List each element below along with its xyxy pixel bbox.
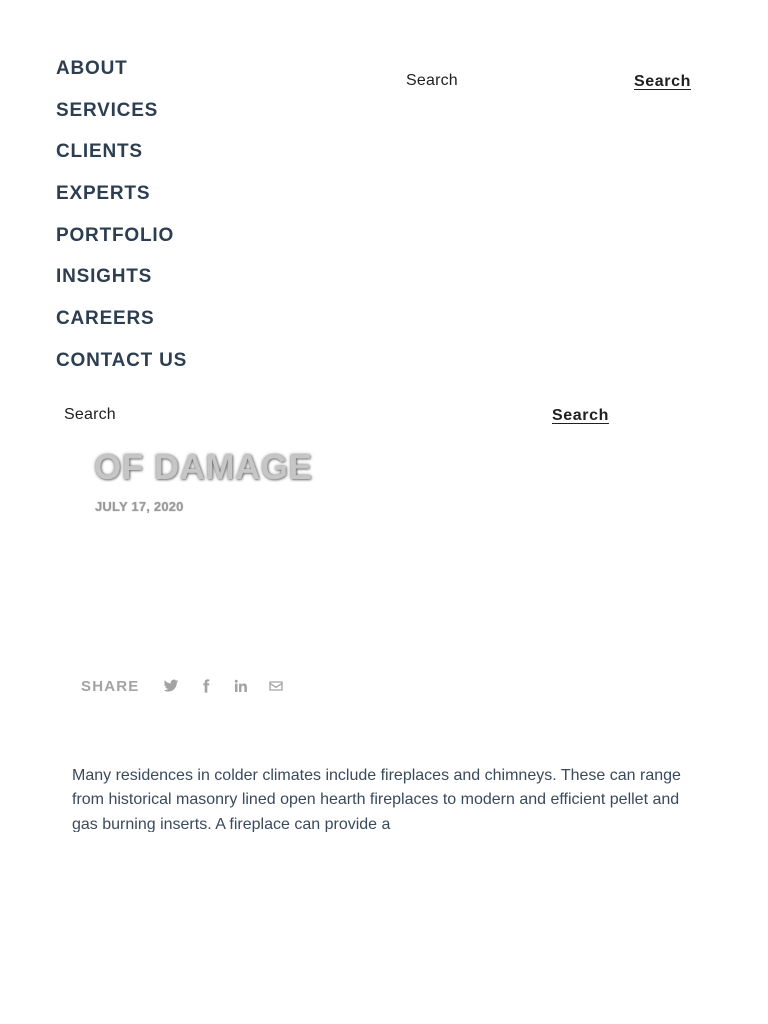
- article-body: Many residences in colder climates include fireplaces and chimneys. These can range from historical masonry lined open hearth fireplaces to modern and efficient pellet and gas burning inserts. A fireplace can provide a: [72, 767, 681, 832]
- share-bar: [81, 674, 302, 698]
- article-date: JULY 17, 2020: [95, 499, 184, 514]
- nav-item-experts[interactable]: EXPERTS: [56, 183, 151, 205]
- nav-item-careers[interactable]: CAREERS: [56, 308, 155, 330]
- article-title: OF DAMAGE: [94, 448, 313, 487]
- main-nav: [56, 52, 187, 386]
- header-search-input[interactable]: Search: [406, 72, 458, 89]
- menu-search-button[interactable]: Search: [552, 407, 609, 424]
- nav-item-services[interactable]: SERVICES: [56, 99, 159, 121]
- header-search-button[interactable]: Search: [634, 73, 691, 90]
- nav-item-contact-us[interactable]: CONTACT US: [56, 349, 188, 371]
- twitter-icon[interactable]: [162, 677, 180, 695]
- share-label: SHARE: [81, 677, 140, 695]
- nav-item-insights[interactable]: INSIGHTS: [56, 266, 153, 288]
- linkedin-icon[interactable]: [232, 677, 250, 695]
- menu-search-input[interactable]: Search: [64, 406, 116, 423]
- nav-item-portfolio[interactable]: PORTFOLIO: [56, 224, 175, 246]
- nav-item-clients[interactable]: CLIENTS: [56, 141, 143, 163]
- email-icon[interactable]: [267, 677, 285, 695]
- nav-item-about[interactable]: ABOUT: [56, 58, 128, 79]
- facebook-icon[interactable]: [197, 677, 215, 695]
